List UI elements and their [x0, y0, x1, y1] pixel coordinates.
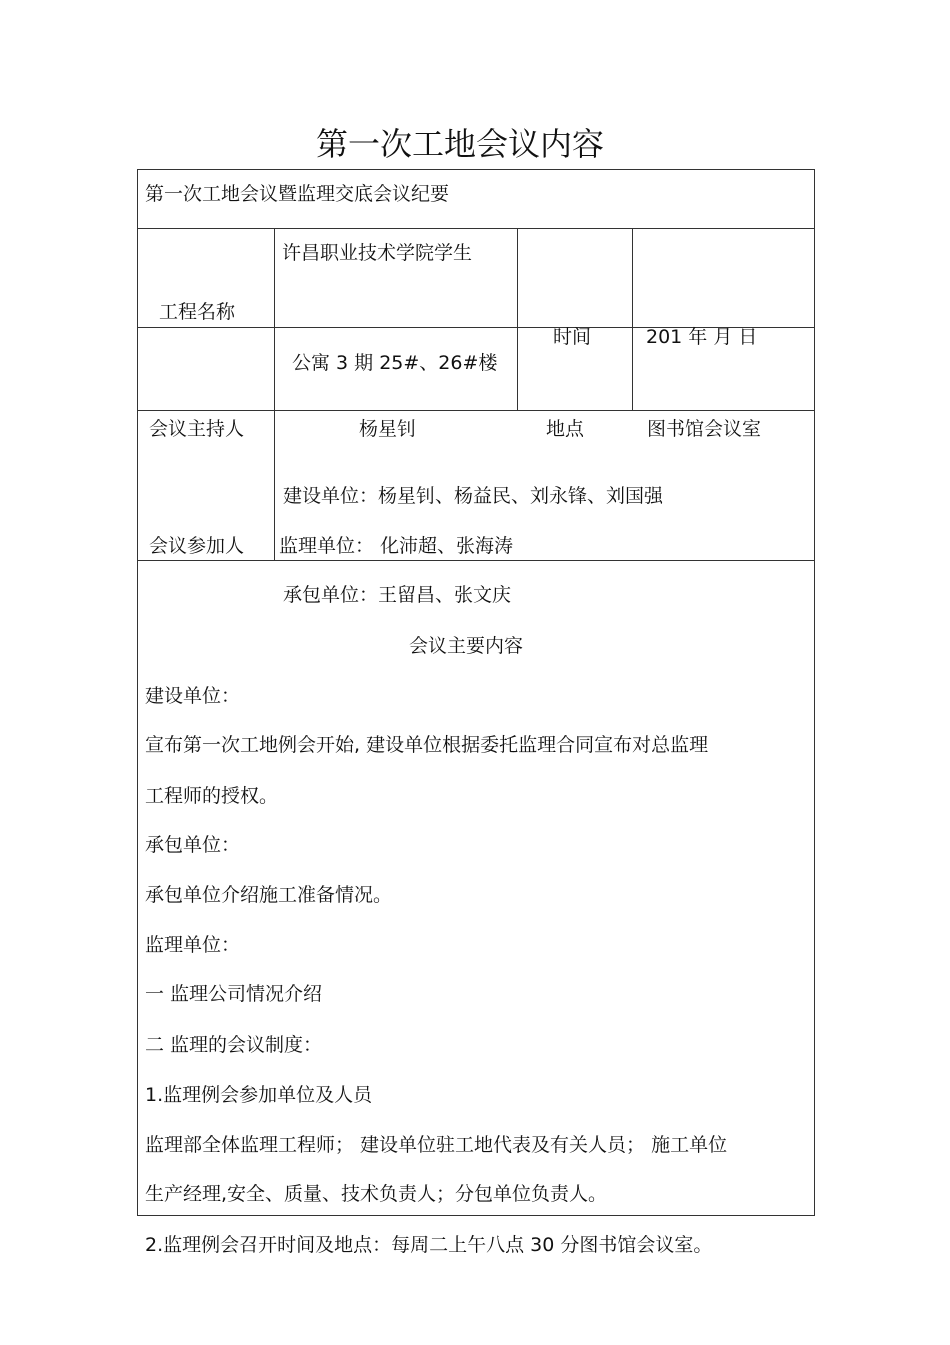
content-line: 监理部全体监理工程师； 建设单位驻工地代表及有关人员； 施工单位	[145, 1134, 728, 1156]
host-label: 会议主持人	[149, 418, 245, 440]
place-value: 图书馆会议室	[647, 418, 762, 440]
attendees-label: 会议参加人	[149, 535, 245, 557]
attendee-construction: 建设单位：杨星钊、杨益民、刘永锋、刘国强	[283, 485, 664, 507]
content-line: 承包单位：	[145, 834, 241, 856]
content-line: 1.监理例会参加单位及人员	[145, 1084, 373, 1106]
attendee-supervision: 监理单位： 化沛超、张海涛	[279, 535, 514, 557]
content-line: 宣布第一次工地例会开始, 建设单位根据委托监理合同宣布对总监理	[145, 734, 709, 756]
page-title: 第一次工地会议内容	[316, 125, 605, 163]
date-value: 201 年 月 日	[646, 326, 758, 348]
time-label: 时间	[553, 326, 592, 348]
project-name-line2: 公寓 3 期 25#、26#楼	[292, 352, 498, 374]
meeting-time-location: 2.监理例会召开时间及地点：每周二上午八点 30 分图书馆会议室。	[145, 1234, 713, 1256]
attendee-contractor: 承包单位：王留昌、张文庆	[283, 584, 512, 606]
content-line: 工程师的授权。	[145, 785, 279, 807]
content-line: 监理单位：	[145, 934, 241, 956]
content-heading: 会议主要内容	[409, 635, 524, 657]
content-line: 生产经理,安全、质量、技术负责人；分包单位负责人。	[145, 1183, 608, 1205]
content-line: 建设单位：	[145, 685, 241, 707]
place-label: 地点	[546, 418, 585, 440]
content-line: 一 监理公司情况介绍	[145, 983, 323, 1005]
project-name-line1: 许昌职业技术学院学生	[282, 242, 473, 264]
project-label: 工程名称	[159, 301, 236, 323]
subtitle: 第一次工地会议暨监理交底会议纪要	[145, 183, 450, 205]
host-value: 杨星钊	[359, 418, 417, 440]
content-line: 二 监理的会议制度：	[145, 1034, 323, 1056]
content-line: 承包单位介绍施工准备情况。	[145, 884, 393, 906]
